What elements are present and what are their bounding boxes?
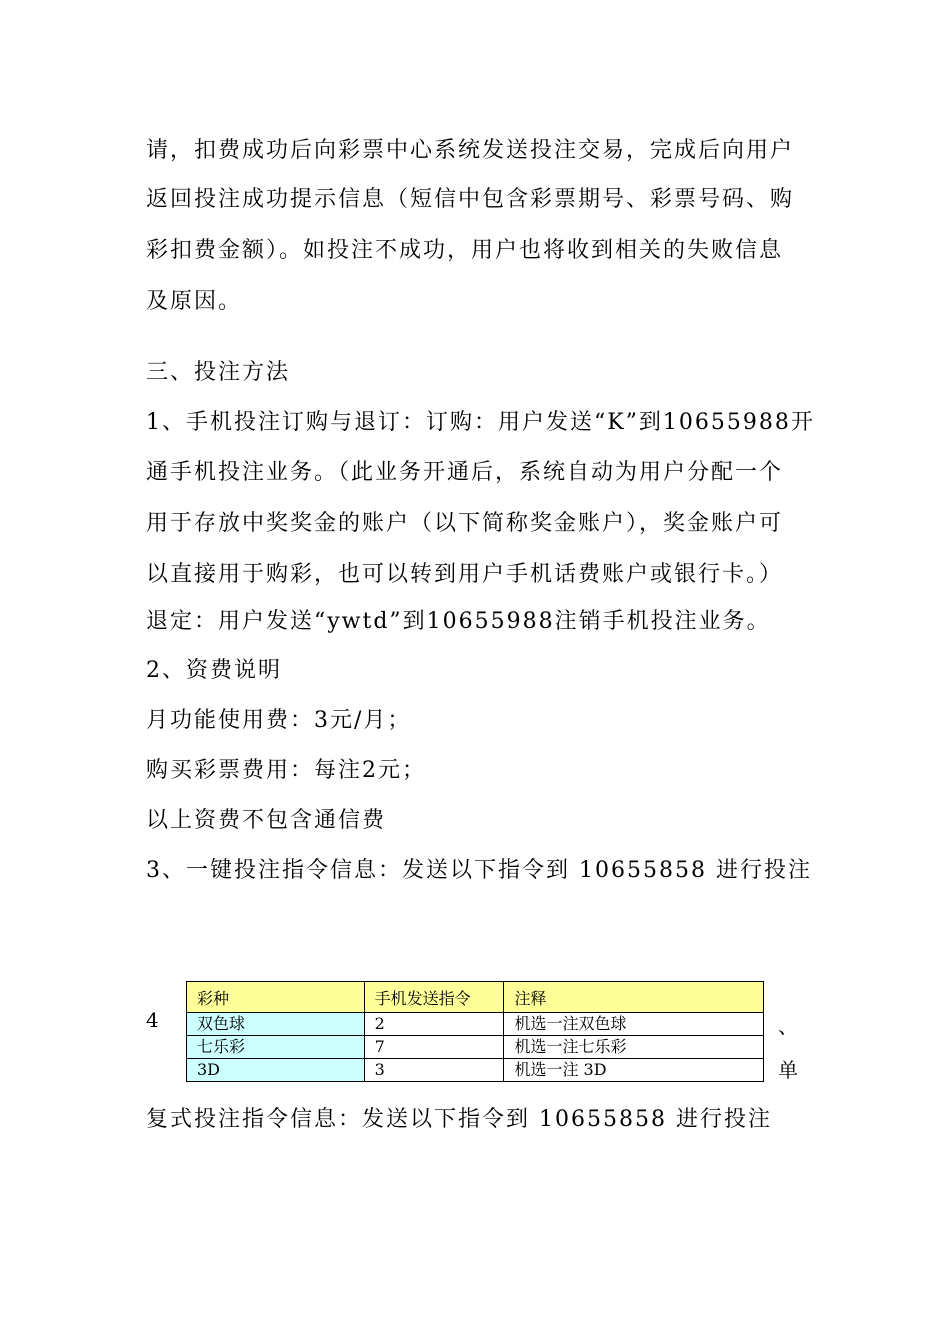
item1-line-4: 以直接用于购彩，也可以转到用户手机话费账户或银行卡。） [146, 562, 784, 587]
item1-line-1: 1、手机投注订购与退订：订购：用户发送“K”到10655988开 [146, 410, 815, 435]
item1-line-2: 通手机投注业务。（此业务开通后，系统自动为用户分配一个 [146, 460, 784, 485]
item3-heading: 3、一键投注指令信息：发送以下指令到 10655858 进行投注 [146, 858, 812, 883]
fee-note: 以上资费不包含通信费 [146, 808, 387, 833]
cell-note: 机选一注 3D [504, 1059, 764, 1082]
intro-line-3: 彩扣费金额）。如投注不成功，用户也将收到相关的失败信息 [146, 238, 784, 263]
item4-dunhao: 、 [778, 1014, 798, 1038]
cell-note: 机选一注七乐彩 [504, 1036, 764, 1059]
fee-per-ticket: 购买彩票费用：每注2元； [146, 758, 426, 783]
cell-command: 2 [364, 1013, 504, 1036]
section-heading: 三、投注方法 [146, 360, 291, 385]
table-row [187, 1059, 764, 1082]
table-row [187, 1036, 764, 1059]
header-note: 注释 [504, 982, 764, 1013]
item4-number: 4 [146, 1008, 159, 1032]
table-header-row [187, 982, 764, 1013]
item1-line-5: 退定：用户发送“ywtd”到10655988注销手机投注业务。 [146, 609, 771, 634]
intro-line-1: 请，扣费成功后向彩票中心系统发送投注交易，完成后向用户 [146, 138, 795, 163]
command-table [186, 981, 764, 1082]
cell-lottery-type: 七乐彩 [187, 1036, 365, 1059]
cell-lottery-type: 3D [187, 1059, 365, 1082]
cell-note: 机选一注双色球 [504, 1013, 764, 1036]
intro-line-2: 返回投注成功提示信息（短信中包含彩票期号、彩票号码、购 [146, 187, 795, 212]
item4-dan: 单 [778, 1058, 798, 1082]
fee-monthly: 月功能使用费：3元/月； [146, 708, 412, 733]
header-lottery-type: 彩种 [187, 982, 365, 1013]
intro-line-4: 及原因。 [146, 289, 243, 314]
table-row [187, 1013, 764, 1036]
item4-continuation: 复式投注指令信息：发送以下指令到 10655858 进行投注 [146, 1107, 772, 1132]
cell-command: 3 [364, 1059, 504, 1082]
item1-line-3: 用于存放中奖奖金的账户（以下简称奖金账户），奖金账户可 [146, 511, 784, 536]
cell-lottery-type: 双色球 [187, 1013, 365, 1036]
item2-heading: 2、资费说明 [146, 658, 282, 683]
header-command: 手机发送指令 [364, 982, 504, 1013]
cell-command: 7 [364, 1036, 504, 1059]
